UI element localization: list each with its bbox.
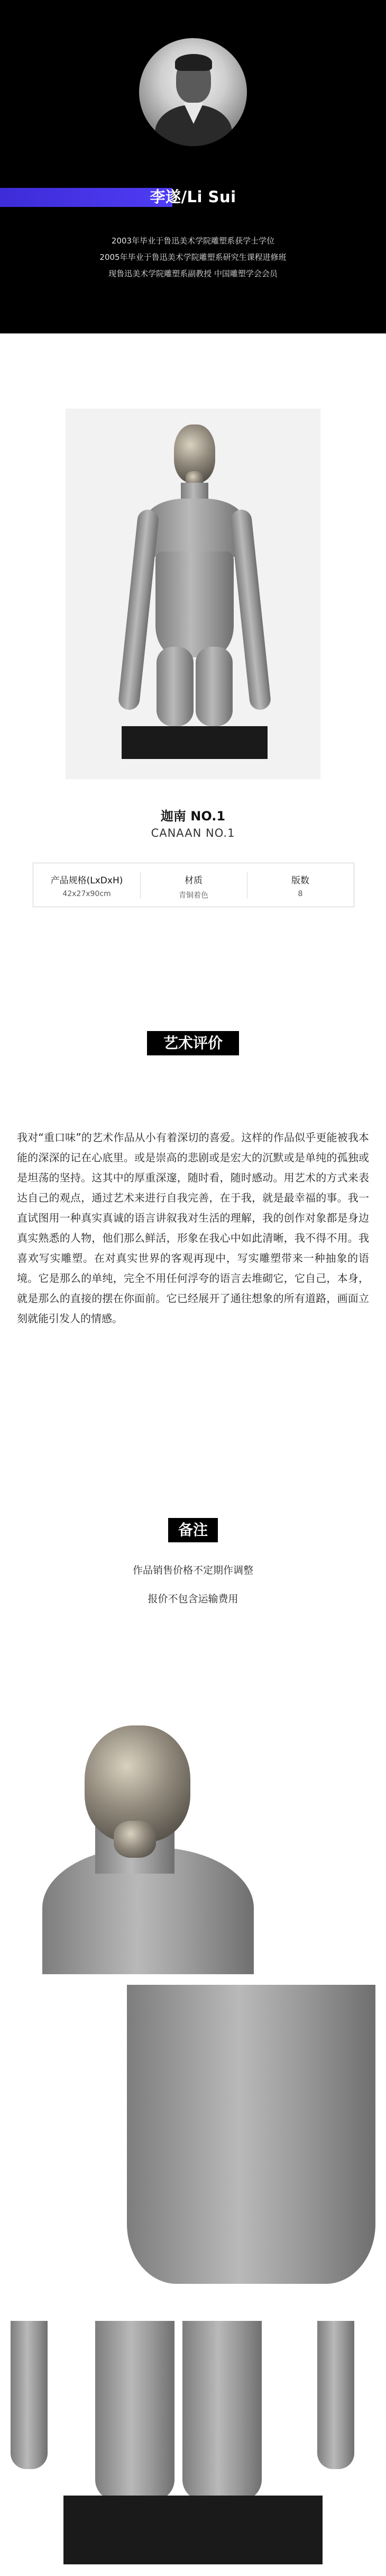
spec-table bbox=[33, 863, 354, 907]
spec-column-edition bbox=[247, 863, 354, 907]
spec-header: 材质 bbox=[185, 875, 203, 886]
artist-bio bbox=[0, 233, 386, 282]
note-line: 作品销售价格不定期作调整 bbox=[132, 1565, 253, 1576]
artist-avatar bbox=[139, 38, 247, 146]
bio-line: 2005年毕业于鲁迅美术学院雕塑系研究生课程进修班 bbox=[99, 252, 287, 262]
sculpture-chest bbox=[145, 499, 244, 557]
bio-line: 2003年毕业于鲁迅美术学院雕塑系获学士学位 bbox=[111, 236, 275, 246]
artwork-subtitle: CANAAN NO.1 bbox=[151, 827, 235, 839]
sculpture-base bbox=[122, 726, 268, 759]
spec-column-size bbox=[33, 863, 140, 907]
sculpture-main-image bbox=[66, 409, 320, 779]
avatar-hair-shape bbox=[175, 54, 212, 71]
detail-image-head bbox=[0, 1715, 267, 1974]
detail-torso bbox=[127, 1985, 375, 2284]
artwork-title: 迦南 NO.1 bbox=[160, 809, 226, 824]
sculpture-left-arm bbox=[117, 509, 160, 711]
spec-value: 青铜着色 bbox=[179, 891, 208, 900]
bio-line: 现鲁迅美术学院雕塑系副教授 中国雕塑学会会员 bbox=[108, 269, 278, 278]
sculpture-right-thigh bbox=[196, 647, 233, 726]
review-text: 我对“重口味”的艺术作品从小有着深切的喜爱。这样的作品似乎更能被我本能的深深的记在心底里。或是崇高的悲剧或是宏大的沉默或是单纯的孤独或是坦荡的坚持。这其中的厚重深邃，随时看，随时感动。用艺术的方式来表达自己的观点，通过艺术来进行自我完善，在于我，就是最幸福的事。我一直试图用一种真实真诚的语言讲叙我对生活的理解，我的创作对象都是身边真实熟悉的人物，他们那么鲜活，形象在我心中如此清晰，我不得不用。我喜欢写实雕塑。在对真实世界的客观再现中，写实雕塑带来一种抽象的语境。它是那么的单纯，完全不用任何浮夸的语言去堆砌它，它自己，本身，就是那么的直接的摆在你面前。它已经展开了通往想象的所有道路，画面立刻就能引发人的情感。 bbox=[17, 1131, 369, 1325]
sculpture-left-thigh bbox=[157, 647, 194, 726]
detail-left-hand bbox=[11, 2321, 48, 2469]
sculpture-abdomen bbox=[155, 552, 234, 657]
spec-header: 产品规格(LxDxH) bbox=[50, 875, 123, 886]
spec-value: 42x27x90cm bbox=[62, 890, 111, 898]
detail-base bbox=[63, 2496, 323, 2564]
detail-image-base bbox=[0, 2321, 386, 2575]
detail-right-leg bbox=[182, 2321, 262, 2501]
spec-header: 版数 bbox=[291, 875, 309, 886]
spec-value: 8 bbox=[298, 890, 303, 898]
detail-left-leg bbox=[95, 2321, 174, 2501]
sculpture-right-arm bbox=[229, 509, 272, 711]
detail-right-hand bbox=[317, 2321, 354, 2469]
artist-name: 李遂/Li Sui bbox=[150, 188, 236, 206]
note-line: 报价不包含运输费用 bbox=[148, 1593, 238, 1605]
detail-mask-filter bbox=[114, 1821, 156, 1858]
spec-column-material bbox=[140, 863, 247, 907]
detail-image-torso bbox=[116, 1985, 386, 2284]
artist-header bbox=[0, 0, 386, 333]
notes-heading: 备注 bbox=[168, 1518, 218, 1542]
review-heading: 艺术评价 bbox=[147, 1031, 239, 1055]
